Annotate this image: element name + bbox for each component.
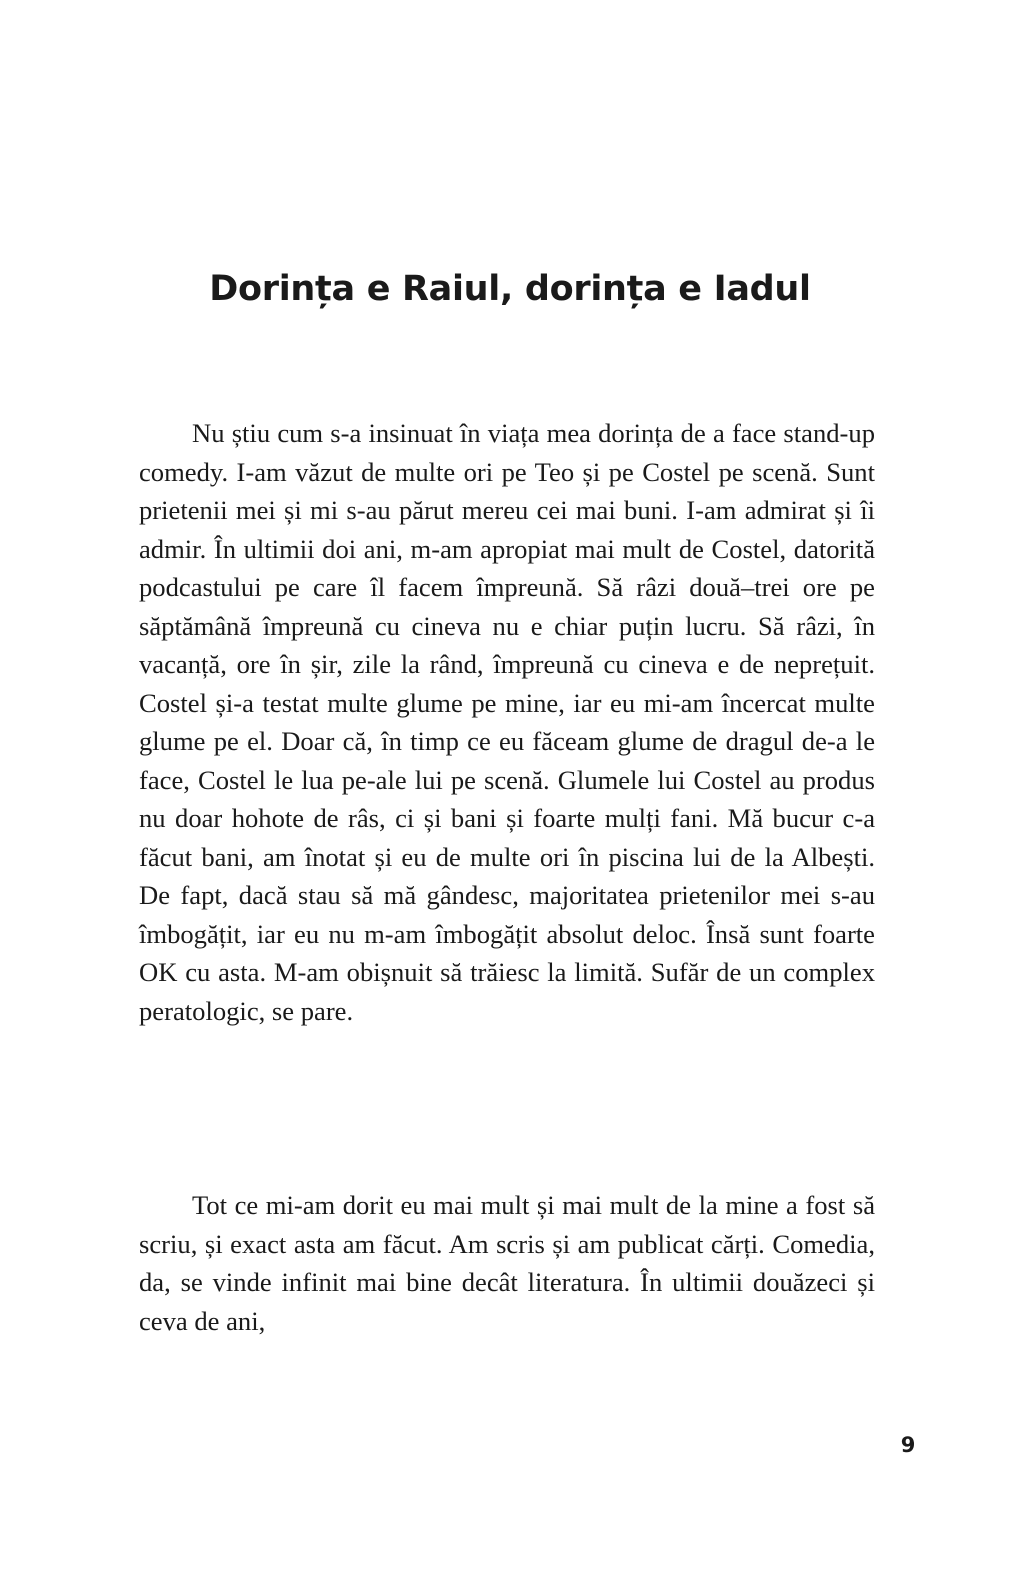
chapter-title: Dorința e Raiul, dorința e Iadul [209, 269, 811, 309]
body-paragraph: Nu știu cum s-a insinuat în viața mea dorința de a face stand-up comedy. I-am văzut de multe ori pe Teo și pe Costel pe scenă. Sunt prietenii mei și mi s-au părut mereu cei mai buni. I-am admirat și îi admir. În ultimii doi ani, m-am apropiat mai mult de Costel, datorită podcastului pe care îl facem împreună. Să râzi două–trei ore pe săptămână împreună cu cineva nu e chiar puțin lucru. Să râzi, în vacanță, ore în șir, zile la rând, împreună cu cineva e de neprețuit. Costel și-a testat multe glume pe mine, iar eu mi-am încercat multe glume pe el. Doar că, în timp ce eu făceam glume de dragul de-a le face, Costel le lua pe-ale lui pe scenă. Glumele lui Costel au produs nu doar hohote de râs, ci și bani și foarte mulți fani. Mă bucur c-a făcut bani, am înotat și eu de multe ori în piscina lui de la Albești. De fapt, dacă stau să mă gândesc, majoritatea prietenilor mei s-au îmbogățit, iar eu nu m-am îmbogățit absolut deloc. Însă sunt foarte OK cu asta. M-am obișnuit să trăiesc la limită. Sufăr de un complex peratologic, se pare. [139, 418, 875, 1026]
body-paragraph: Tot ce mi-am dorit eu mai mult și mai mult de la mine a fost să scriu, și exact asta am făcut. Am scris și am publicat cărți. Comedia, da, se vinde infinit mai bine decât literatura. În ultimii douăzeci și ceva de ani, [139, 1190, 875, 1336]
page-number: 9 [900, 1433, 916, 1457]
